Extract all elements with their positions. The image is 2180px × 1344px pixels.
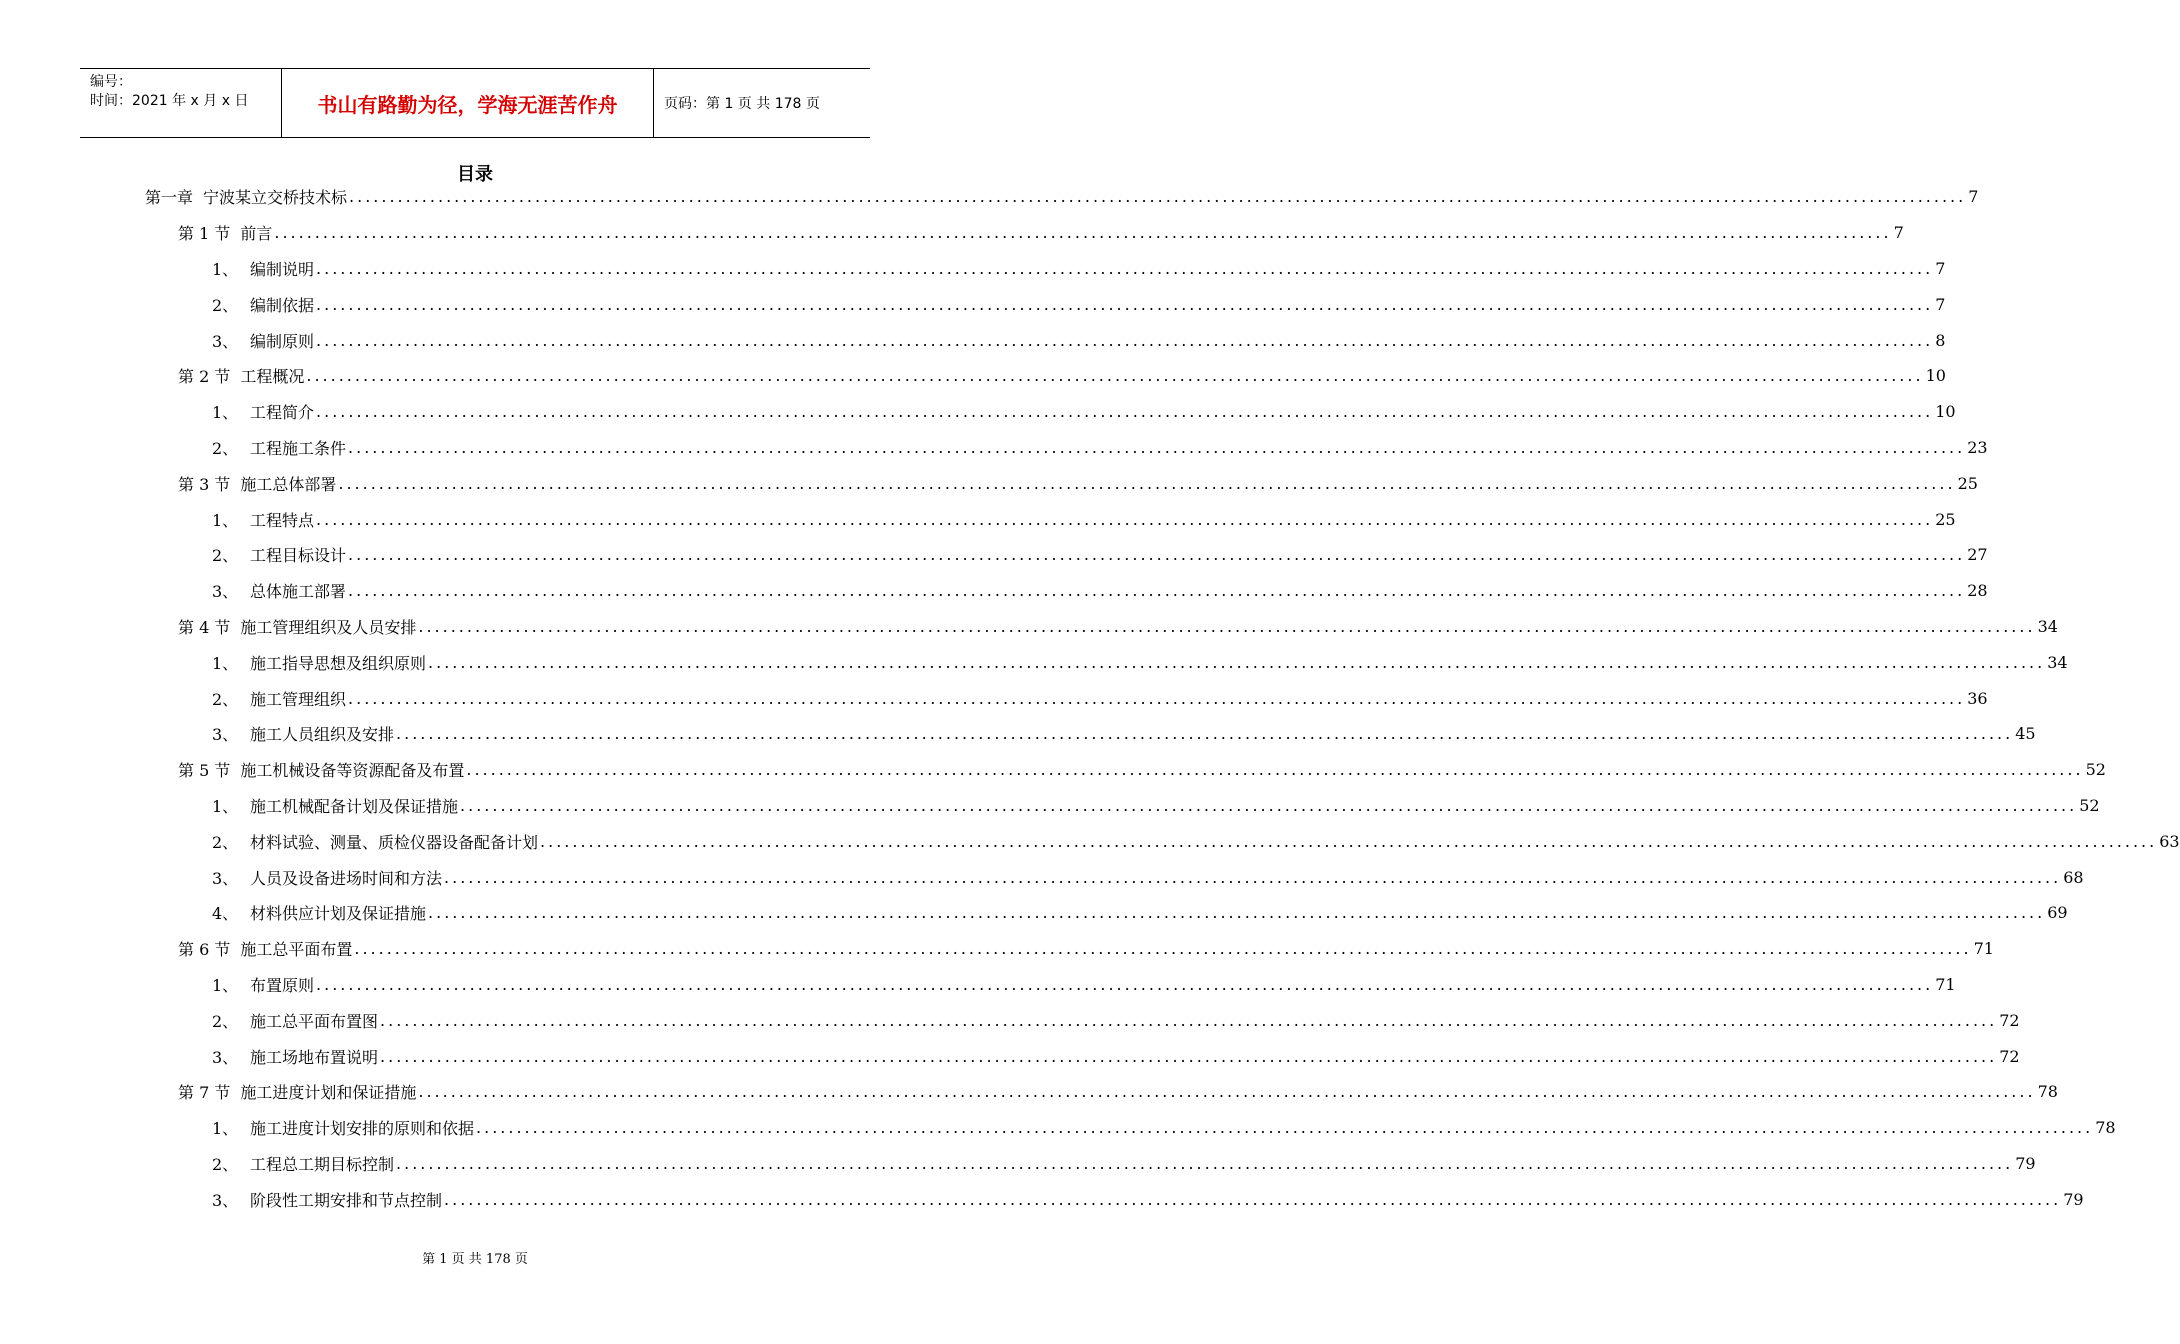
- toc-entry-label: [212, 543, 346, 566]
- toc-entry[interactable]: [0, 1074, 2058, 1110]
- toc-entry[interactable]: [0, 286, 1946, 322]
- toc-leader-dots: ........................................................................................................................................................................................................: [396, 724, 2014, 744]
- toc-entry-label: [212, 830, 538, 853]
- toc-entry-title: 施工指导思想及组织原则: [250, 653, 427, 673]
- toc-leader-dots: ........................................................................................................................................................................................................: [316, 509, 1934, 529]
- toc-entry-number: 3、: [212, 868, 239, 888]
- toc-entry-label: [212, 579, 346, 602]
- toc-leader-dots: ........................................................................................................................................................................................................: [274, 223, 1892, 243]
- toc-entry-page: 72: [1999, 1010, 2020, 1030]
- toc-entry[interactable]: [0, 1002, 2020, 1038]
- toc-entry-label: [212, 901, 426, 924]
- toc-entry[interactable]: [0, 644, 2068, 680]
- toc-entry-page: 25: [1935, 509, 1956, 529]
- toc-entry[interactable]: [0, 537, 1988, 573]
- toc-entry-label: [178, 758, 464, 781]
- toc-entry-number: 2、: [212, 689, 239, 709]
- toc-leader-dots: ........................................................................................................................................................................................................: [418, 616, 2036, 636]
- toc-entry[interactable]: [0, 716, 2036, 752]
- toc-entry-number: 3、: [212, 1190, 239, 1210]
- toc-entry-page: 10: [1935, 402, 1956, 422]
- toc-entry-title: 工程概况: [240, 367, 305, 387]
- toc-entry[interactable]: [0, 967, 1956, 1003]
- toc-leader-dots: ........................................................................................................................................................................................................: [316, 258, 1934, 278]
- header-time-label: 时间：2021 年 x 月 x 日: [90, 93, 249, 109]
- toc-entry-number: 4、: [212, 904, 239, 924]
- toc-leader-dots: ........................................................................................................................................................................................................: [428, 652, 2046, 672]
- toc-entry-title: 工程施工条件: [250, 438, 347, 458]
- toc-entry-number: 3、: [212, 582, 239, 602]
- toc-entry-label: [212, 687, 346, 710]
- toc-entry-title: 施工人员组织及安排: [250, 725, 395, 745]
- toc-leader-dots: ........................................................................................................................................................................................................: [380, 1010, 1998, 1030]
- toc-entry-label: [212, 1116, 474, 1139]
- toc-entry-label: [178, 364, 304, 387]
- toc-entry[interactable]: [0, 680, 1988, 716]
- toc-entry-page: 7: [1935, 294, 1946, 314]
- toc-entry-label: [212, 436, 346, 459]
- toc-entry-label: [212, 794, 458, 817]
- toc-entry-number: 2、: [212, 546, 239, 566]
- toc-entry-page: 7: [1893, 223, 1904, 243]
- toc-entry-title: 人员及设备进场时间和方法: [250, 868, 443, 888]
- toc-leader-dots: ........................................................................................................................................................................................................: [460, 795, 2078, 815]
- toc-entry-page: 69: [2047, 903, 2068, 923]
- toc-entry-page: 7: [1935, 258, 1946, 278]
- toc-entry-number: 2、: [212, 438, 239, 458]
- toc-entry-title: 施工场地布置说明: [250, 1047, 379, 1067]
- toc-leader-dots: ........................................................................................................................................................................................................: [316, 330, 1934, 350]
- toc-entry[interactable]: [0, 752, 2106, 788]
- toc-entry[interactable]: [0, 1146, 2036, 1182]
- toc-entry-page: 8: [1935, 330, 1946, 350]
- toc-entry[interactable]: [0, 1038, 2020, 1074]
- toc-entry-label: [212, 508, 314, 531]
- toc-entry-title: 工程目标设计: [250, 546, 347, 566]
- toc-entry-page: 7: [1968, 187, 1979, 207]
- toc-entry-title: 施工进度计划安排的原则和依据: [250, 1119, 475, 1139]
- toc-entry-title: 布置原则: [250, 975, 315, 995]
- toc-leader-dots: ........................................................................................................................................................................................................: [428, 903, 2046, 923]
- toc-entry-number: 1、: [212, 796, 239, 816]
- toc-entry-page: 72: [1999, 1046, 2020, 1066]
- toc-entry[interactable]: [0, 215, 1904, 251]
- toc-entry-title: 施工总平面布置图: [250, 1011, 379, 1031]
- toc-entry-page: 27: [1967, 545, 1988, 565]
- toc-entry-title: 前言: [240, 224, 273, 244]
- toc-entry-number: 3、: [212, 331, 239, 351]
- header-number-label: 编号：: [90, 74, 132, 90]
- toc-entry-title: 阶段性工期安排和节点控制: [250, 1190, 443, 1210]
- toc-leader-dots: ........................................................................................................................................................................................................: [418, 1082, 2036, 1102]
- toc-entry-label: [145, 185, 347, 208]
- toc-entry[interactable]: [0, 322, 1946, 358]
- toc-entry-number: 2、: [212, 295, 239, 315]
- toc-entry-title: 施工管理组织: [250, 689, 347, 709]
- toc-entry-number: 1、: [212, 975, 239, 995]
- toc-entry-title: 施工机械设备等资源配备及布置: [240, 761, 465, 781]
- toc-leader-dots: ........................................................................................................................................................................................................: [396, 1153, 2014, 1173]
- toc-leader-dots: ........................................................................................................................................................................................................: [444, 1189, 2062, 1209]
- toc-entry-label: [212, 651, 426, 674]
- toc-leader-dots: ........................................................................................................................................................................................................: [540, 831, 2158, 851]
- toc-leader-dots: ........................................................................................................................................................................................................: [316, 402, 1934, 422]
- toc-entry-page: 34: [2047, 652, 2068, 672]
- toc-entry-title: 总体施工部署: [250, 582, 347, 602]
- toc-entry[interactable]: [0, 895, 2068, 931]
- toc-entry-page: 63: [2159, 831, 2180, 851]
- toc-entry-page: 34: [2037, 616, 2058, 636]
- toc-entry[interactable]: [0, 931, 1994, 967]
- toc-entry-title: 施工管理组织及人员安排: [240, 617, 417, 637]
- toc-entry[interactable]: [0, 859, 2084, 895]
- toc-entry-page: 68: [2063, 867, 2084, 887]
- toc-entry-number: 1、: [212, 510, 239, 530]
- toc-entry[interactable]: [0, 1110, 2116, 1146]
- toc-entry-label: [212, 866, 442, 889]
- toc-entry-number: 第 6 节: [178, 940, 231, 960]
- toc-entry-label: [212, 722, 394, 745]
- toc-entry[interactable]: [0, 394, 1956, 430]
- toc-entry[interactable]: [0, 430, 1988, 466]
- toc-entry[interactable]: [0, 823, 2180, 859]
- toc-entry-number: 3、: [212, 725, 239, 745]
- toc-entry-page: 52: [2079, 795, 2100, 815]
- toc-entry-label: [178, 221, 272, 244]
- toc-entry-label: [212, 400, 314, 423]
- toc-entry-label: [212, 329, 314, 352]
- toc-leader-dots: ........................................................................................................................................................................................................: [348, 437, 1966, 457]
- toc-entry-title: 编制原则: [250, 331, 315, 351]
- toc-entry-number: 第 5 节: [178, 761, 231, 781]
- toc-leader-dots: ........................................................................................................................................................................................................: [348, 545, 1966, 565]
- toc-entry-label: [178, 615, 416, 638]
- toc-entry-number: 第 3 节: [178, 474, 231, 494]
- toc-entry-title: 宁波某立交桥技术标: [203, 188, 348, 208]
- header-motto: 书山有路勤为径，学海无涯苦作舟: [282, 69, 654, 137]
- toc-entry-number: 2、: [212, 1011, 239, 1031]
- toc-entry-number: 第 1 节: [178, 224, 231, 244]
- toc-entry-page: 23: [1967, 437, 1988, 457]
- toc-title: 目录: [457, 164, 493, 185]
- toc-entry-label: [212, 973, 314, 996]
- toc-entry-number: 1、: [212, 259, 239, 279]
- toc-entry[interactable]: [0, 358, 1946, 394]
- toc-leader-dots: ........................................................................................................................................................................................................: [348, 581, 1966, 601]
- toc-entry[interactable]: [0, 1181, 2084, 1217]
- toc-entry-title: 编制说明: [250, 259, 315, 279]
- toc-entry-label: [178, 472, 336, 495]
- toc-entry-number: 第 4 节: [178, 617, 231, 637]
- toc-leader-dots: ........................................................................................................................................................................................................: [354, 939, 1972, 959]
- toc-entry[interactable]: [0, 609, 2058, 645]
- toc-entry-label: [178, 937, 352, 960]
- toc-entry[interactable]: [0, 251, 1946, 287]
- toc-entry-title: 施工进度计划和保证措施: [240, 1083, 417, 1103]
- toc-entry-number: 1、: [212, 653, 239, 673]
- toc-entry-number: 2、: [212, 832, 239, 852]
- toc-leader-dots: ........................................................................................................................................................................................................: [338, 473, 1956, 493]
- header-page-info: 页码：第 1 页 共 178 页: [664, 96, 820, 112]
- toc-leader-dots: ........................................................................................................................................................................................................: [476, 1118, 2094, 1138]
- toc-entry[interactable]: [0, 501, 1956, 537]
- toc-leader-dots: ........................................................................................................................................................................................................: [444, 867, 2062, 887]
- toc-leader-dots: ........................................................................................................................................................................................................: [380, 1046, 1998, 1066]
- toc-leader-dots: ........................................................................................................................................................................................................: [466, 760, 2084, 780]
- page-footer: 第 1 页 共 178 页: [422, 1252, 528, 1267]
- toc-entry-label: [212, 1009, 378, 1032]
- toc-entry-title: 施工机械配备计划及保证措施: [250, 796, 459, 816]
- toc-leader-dots: ........................................................................................................................................................................................................: [348, 688, 1966, 708]
- toc-leader-dots: ........................................................................................................................................................................................................: [316, 294, 1934, 314]
- toc-entry-title: 施工总平面布置: [240, 940, 353, 960]
- toc-entry-page: 52: [2085, 760, 2106, 780]
- toc-entry-title: 工程特点: [250, 510, 315, 530]
- toc-leader-dots: ........................................................................................................................................................................................................: [349, 187, 1967, 207]
- toc-entry-page: 10: [1925, 366, 1946, 386]
- toc-entry-number: 1、: [212, 1119, 239, 1139]
- toc-entry[interactable]: [0, 179, 1979, 215]
- toc-entry-label: [212, 293, 314, 316]
- toc-entry-number: 3、: [212, 1047, 239, 1067]
- toc-leader-dots: ........................................................................................................................................................................................................: [306, 366, 1924, 386]
- toc-entry-page: 71: [1935, 974, 1956, 994]
- toc-entry-title: 工程总工期目标控制: [250, 1154, 395, 1174]
- toc-entry-number: 第 7 节: [178, 1083, 231, 1103]
- toc-entry-page: 78: [2037, 1082, 2058, 1102]
- toc-entry-page: 36: [1967, 688, 1988, 708]
- document-header: [80, 68, 870, 138]
- toc-entry-page: 79: [2015, 1153, 2036, 1173]
- toc-entry-number: 2、: [212, 1154, 239, 1174]
- header-meta: [80, 69, 282, 137]
- toc-entry-page: 28: [1967, 581, 1988, 601]
- toc-entry-number: 第一章: [145, 188, 194, 208]
- toc-leader-dots: ........................................................................................................................................................................................................: [316, 974, 1934, 994]
- toc-entry-title: 编制依据: [250, 295, 315, 315]
- toc-entry-label: [212, 1152, 394, 1175]
- toc-entry-page: 45: [2015, 724, 2036, 744]
- toc-entry-title: 工程简介: [250, 403, 315, 423]
- toc-entry-label: [212, 257, 314, 280]
- toc-entry[interactable]: [0, 788, 2100, 824]
- toc-entry-page: 79: [2063, 1189, 2084, 1209]
- toc-entry-title: 材料试验、测量、质检仪器设备配备计划: [250, 832, 539, 852]
- toc-entry-number: 1、: [212, 403, 239, 423]
- toc-entry-label: [178, 1080, 416, 1103]
- toc-entry-label: [212, 1188, 442, 1211]
- table-of-contents: [0, 179, 2180, 1217]
- toc-entry-title: 材料供应计划及保证措施: [250, 904, 427, 924]
- toc-entry-page: 71: [1973, 939, 1994, 959]
- toc-entry-page: 25: [1957, 473, 1978, 493]
- toc-entry-title: 施工总体部署: [240, 474, 337, 494]
- toc-entry-number: 第 2 节: [178, 367, 231, 387]
- toc-entry-label: [212, 1045, 378, 1068]
- toc-entry[interactable]: [0, 465, 1978, 501]
- toc-entry-page: 78: [2095, 1118, 2116, 1138]
- toc-entry[interactable]: [0, 573, 1988, 609]
